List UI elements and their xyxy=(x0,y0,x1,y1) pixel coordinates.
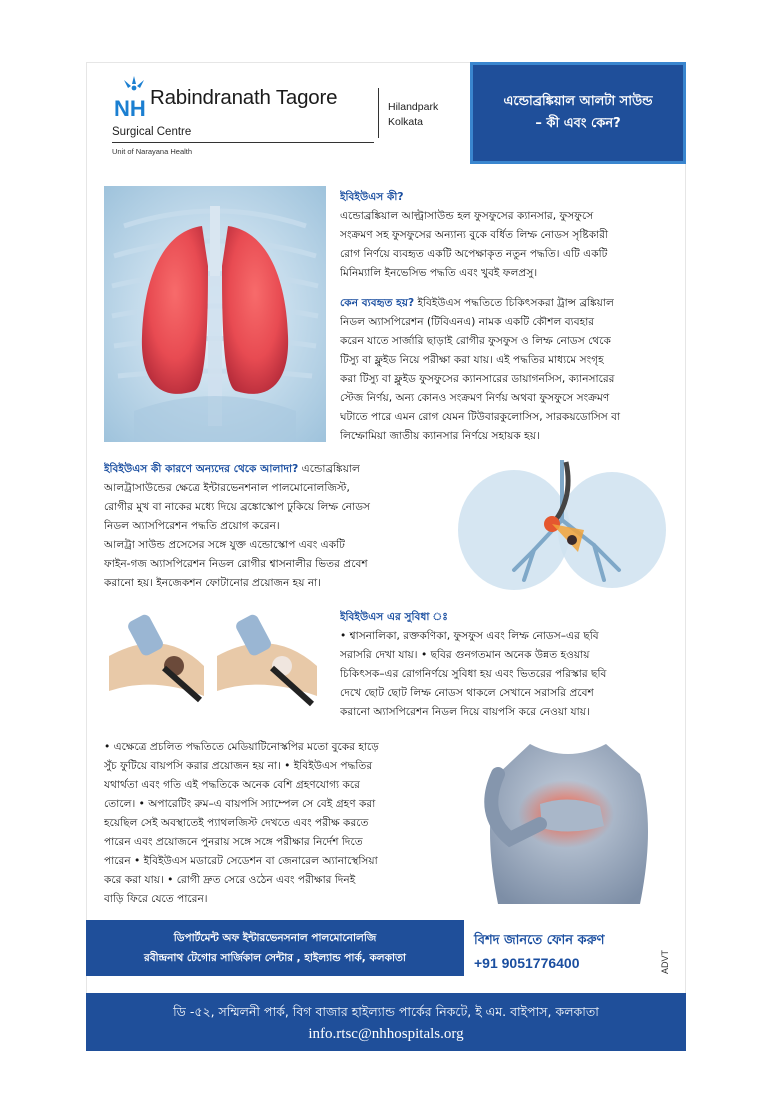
text-line: সুঁচ ফুটিয়ে বায়পসি করার প্রয়োজন হয় না। • ইবিইউএস পদ্ধতির xyxy=(104,760,373,772)
text-line: তোলে। • অপারেটিং রুম–এ বায়পসি স্যাম্পেল সে বেই গ্রহণ করা xyxy=(104,798,376,810)
text-line: পারেন এবং প্রয়োজনে পুনরায় সঙ্গে সঙ্গে পরীক্ষার নির্দেশ দিতে xyxy=(104,836,363,848)
text-line: আলট্রা সাউন্ড প্রসেসের সঙ্গে যুক্ত এন্ডোস্কোপ এবং একটি xyxy=(104,539,345,551)
bronchoscope-illustration xyxy=(454,460,666,592)
text-line: রোগ নির্ণয়ে ব্যবহৃত একটি অপেক্ষাকৃত নতুন পদ্ধতি। এটি একটি xyxy=(340,248,608,260)
text-line: স্টেজ নির্ণয়, অন্য কোনও সংক্রমণ নির্ণয় অথবা ফুসফুসে সংক্রমণ xyxy=(340,392,610,404)
text-line: চিকিৎসক–এর রোগনির্ণয়ে সুবিধা হয় এবং ভিতরের পরিস্কার ছবি xyxy=(340,668,607,680)
department-banner xyxy=(86,920,464,976)
contact-label: বিশদ জানতে ফোন করুণ xyxy=(474,933,605,948)
text-line: নিডল অ্যাসপিরেশন (টিবিএনএ) নামক একটি কৌশল ব্যবহার xyxy=(340,316,595,328)
contact-info xyxy=(474,930,604,974)
section-heading: ইবিইউএস কী কারণে অন্যদের থেকে আলাদা? xyxy=(104,463,299,475)
text-line: • এক্ষেত্রে প্রচলিত পদ্ধতিতে মেডিয়াটিনোস্কপির মতো বুকের হাড়ে xyxy=(104,741,379,753)
brand-divider xyxy=(112,142,374,143)
text-line: করানো অ্যাসপিরেশন নিডল দিয়ে বায়পসি করে নেওয়া যায়। xyxy=(340,706,590,718)
text-line: করানো হয়। ইনজেকশন ফোটানোর প্রয়োজন হয় না। xyxy=(104,577,322,589)
lungs-illustration xyxy=(104,186,326,442)
header-divider xyxy=(378,88,379,138)
text-line: করা টিস্যু বা ফ্লুইড ফুসফুসের ক্যানসারের ডায়াগনসিস, ক্যানসারের xyxy=(340,373,615,385)
brand-unit: Unit of Narayana Health xyxy=(112,147,193,156)
section-heading: ইবিইউএস কী? xyxy=(340,191,404,203)
department-line: রবীন্দ্রনাথ টেগোর সার্জিকাল সেন্টার , হাইল্যান্ড পার্ক, কলকাতা xyxy=(144,952,406,964)
text-line: সরাসরি দেখা যায়। • ছবির গুনগতমান অনেক উন্নত হওয়ায় xyxy=(340,649,590,661)
text-line: আলট্রাসাউন্ডের ক্ষেত্রে ইন্টারভেনশনাল পালমোনোলজিস্ট, xyxy=(104,482,350,494)
text-line: করে করা যায়। • রোগী দ্রুত সেরে ওঠেন এবং পরীক্ষার দিনই xyxy=(104,874,356,886)
text-line xyxy=(104,460,440,479)
text-line: দেখে ছোট ছোট লিম্ফ নোডস থাকলে সেখানে সরাসরি প্রবেশ xyxy=(340,687,594,699)
brand-name: Rabindranath Tagore xyxy=(150,86,338,109)
chest-pain-illustration xyxy=(470,744,666,904)
text-segment: ইবিইউএস পদ্ধতিতে চিকিৎসকরা ট্রান্স ব্রঙ্কিয়াল xyxy=(414,297,614,309)
email-link[interactable]: info.rtsc@nhhospitals.org xyxy=(308,1026,464,1042)
text-segment: এন্ডোব্রঙ্কিয়াল xyxy=(298,463,360,475)
phone-number[interactable]: +91 9051776400 xyxy=(474,955,580,971)
section-heading: কেন ব্যবহৃত হয়? xyxy=(340,297,415,309)
location-line: Kolkata xyxy=(388,116,424,128)
lungs-icon xyxy=(104,186,326,442)
department-line: ডিপার্টমেন্ট অফ ইন্টারভেনসনাল পালমোনোলজি xyxy=(173,932,377,944)
advt-label: ADVT xyxy=(660,949,670,974)
title-line: এন্ডোব্রঙ্কিয়াল আলটা সাউন্ড xyxy=(503,94,653,109)
location xyxy=(388,100,438,130)
address-banner xyxy=(86,993,686,1051)
text-line: • শ্বাসনালিকা, রক্তকণিকা, ফুসফুস এবং লিম্ফ নোডস–এর ছবি xyxy=(340,630,599,642)
probe-icon xyxy=(104,606,322,716)
text-line: করেন যাতে সার্জারি ছাড়াই রোগীর ফুসফুস ও লিম্ফ নোডস থেকে xyxy=(340,335,611,347)
text-line: নিডল অ্যাসপিরেশন পদ্ধতি প্রয়োগ করেন। xyxy=(104,520,280,532)
section-what xyxy=(340,188,666,283)
text-line: সংক্রমণ সহ ফুসফুসের অন্যান্য বুকে বর্ধিত লিম্ফ নোডস সৃষ্টিকারী xyxy=(340,229,609,241)
section-difference xyxy=(104,460,440,593)
text-line: ঘটাতে পারে এমন রোগ যেমন টিউবারকুলোসিস, সারকয়ডোসিস বা xyxy=(340,411,621,423)
ebus-probe-illustration xyxy=(104,606,322,716)
bronchoscope-icon xyxy=(454,460,666,592)
location-line: Hilandpark xyxy=(388,101,439,113)
chest-pain-icon xyxy=(470,744,666,904)
text-line: রোগীর মুখ বা নাকের মধ্যে দিয়ে ব্রঙ্কোস্কোপ ঢুকিয়ে লিম্ফ নোডস xyxy=(104,501,370,513)
brand-subtitle: Surgical Centre xyxy=(112,126,192,138)
address: ডি -৫২, সম্মিলনী পার্ক, বিগ বাজার হাইল্যান্ড পার্কের নিকটে, ই এম. বাইপাস, কলকাতা xyxy=(173,1004,599,1019)
section-more xyxy=(104,738,448,909)
title-line: – কী এবং কেন? xyxy=(535,116,621,131)
text-line: মিনিম্যালি ইনভেসিভ পদ্ধতি এবং খুবই ফলপ্রসু। xyxy=(340,267,538,279)
section-why xyxy=(340,294,666,446)
text-line: যথার্থতা এবং গতি এই পদ্ধতিকে অনেক বেশি গ্রহণযোগ্য করে xyxy=(104,779,360,791)
section-heading: ইবিইউএস এর সুবিধা ঃ xyxy=(340,611,448,623)
text-line: টিস্যু বা ফ্লুইড নিয়ে পরীক্ষা করা যায়। এই পদ্ধতির মাধ্যমে সংগৃহ xyxy=(340,354,604,366)
text-line: বাড়ি ফিরে যেতে পারেন। xyxy=(104,893,208,905)
hospital-logo xyxy=(104,74,374,164)
text-line: পারেন • ইবিইউএস মডারেট সেডেশন বা জেনারেল অ্যানাস্থেসিয়া xyxy=(104,855,378,867)
text-line: হয়েছিল সেই অবস্থাতেই প্যাথলজিস্ট দেখতে এবং পরীক্ষ করতে xyxy=(104,817,369,829)
text-line: ফাইন-গজ অ্যাসপিরেশন নিডল রোগীর শ্বাসনালীর ভিতর প্রবেশ xyxy=(104,558,368,570)
text-line: এন্ডোব্রঙ্কিয়াল আল্ট্রাসাউন্ড হল ফুসফুসের ক্যানসার, ফুসফুসে xyxy=(340,210,594,222)
text-line: লিম্ফোমিয়া জাতীয় ক্যানসার নির্ণয়ে সহায়ক হয়। xyxy=(340,430,540,442)
nh-logo-icon xyxy=(114,74,154,120)
text-line xyxy=(340,294,666,313)
svg-text:NH: NH xyxy=(114,96,146,120)
section-benefits xyxy=(340,608,670,722)
page-title xyxy=(470,62,686,164)
